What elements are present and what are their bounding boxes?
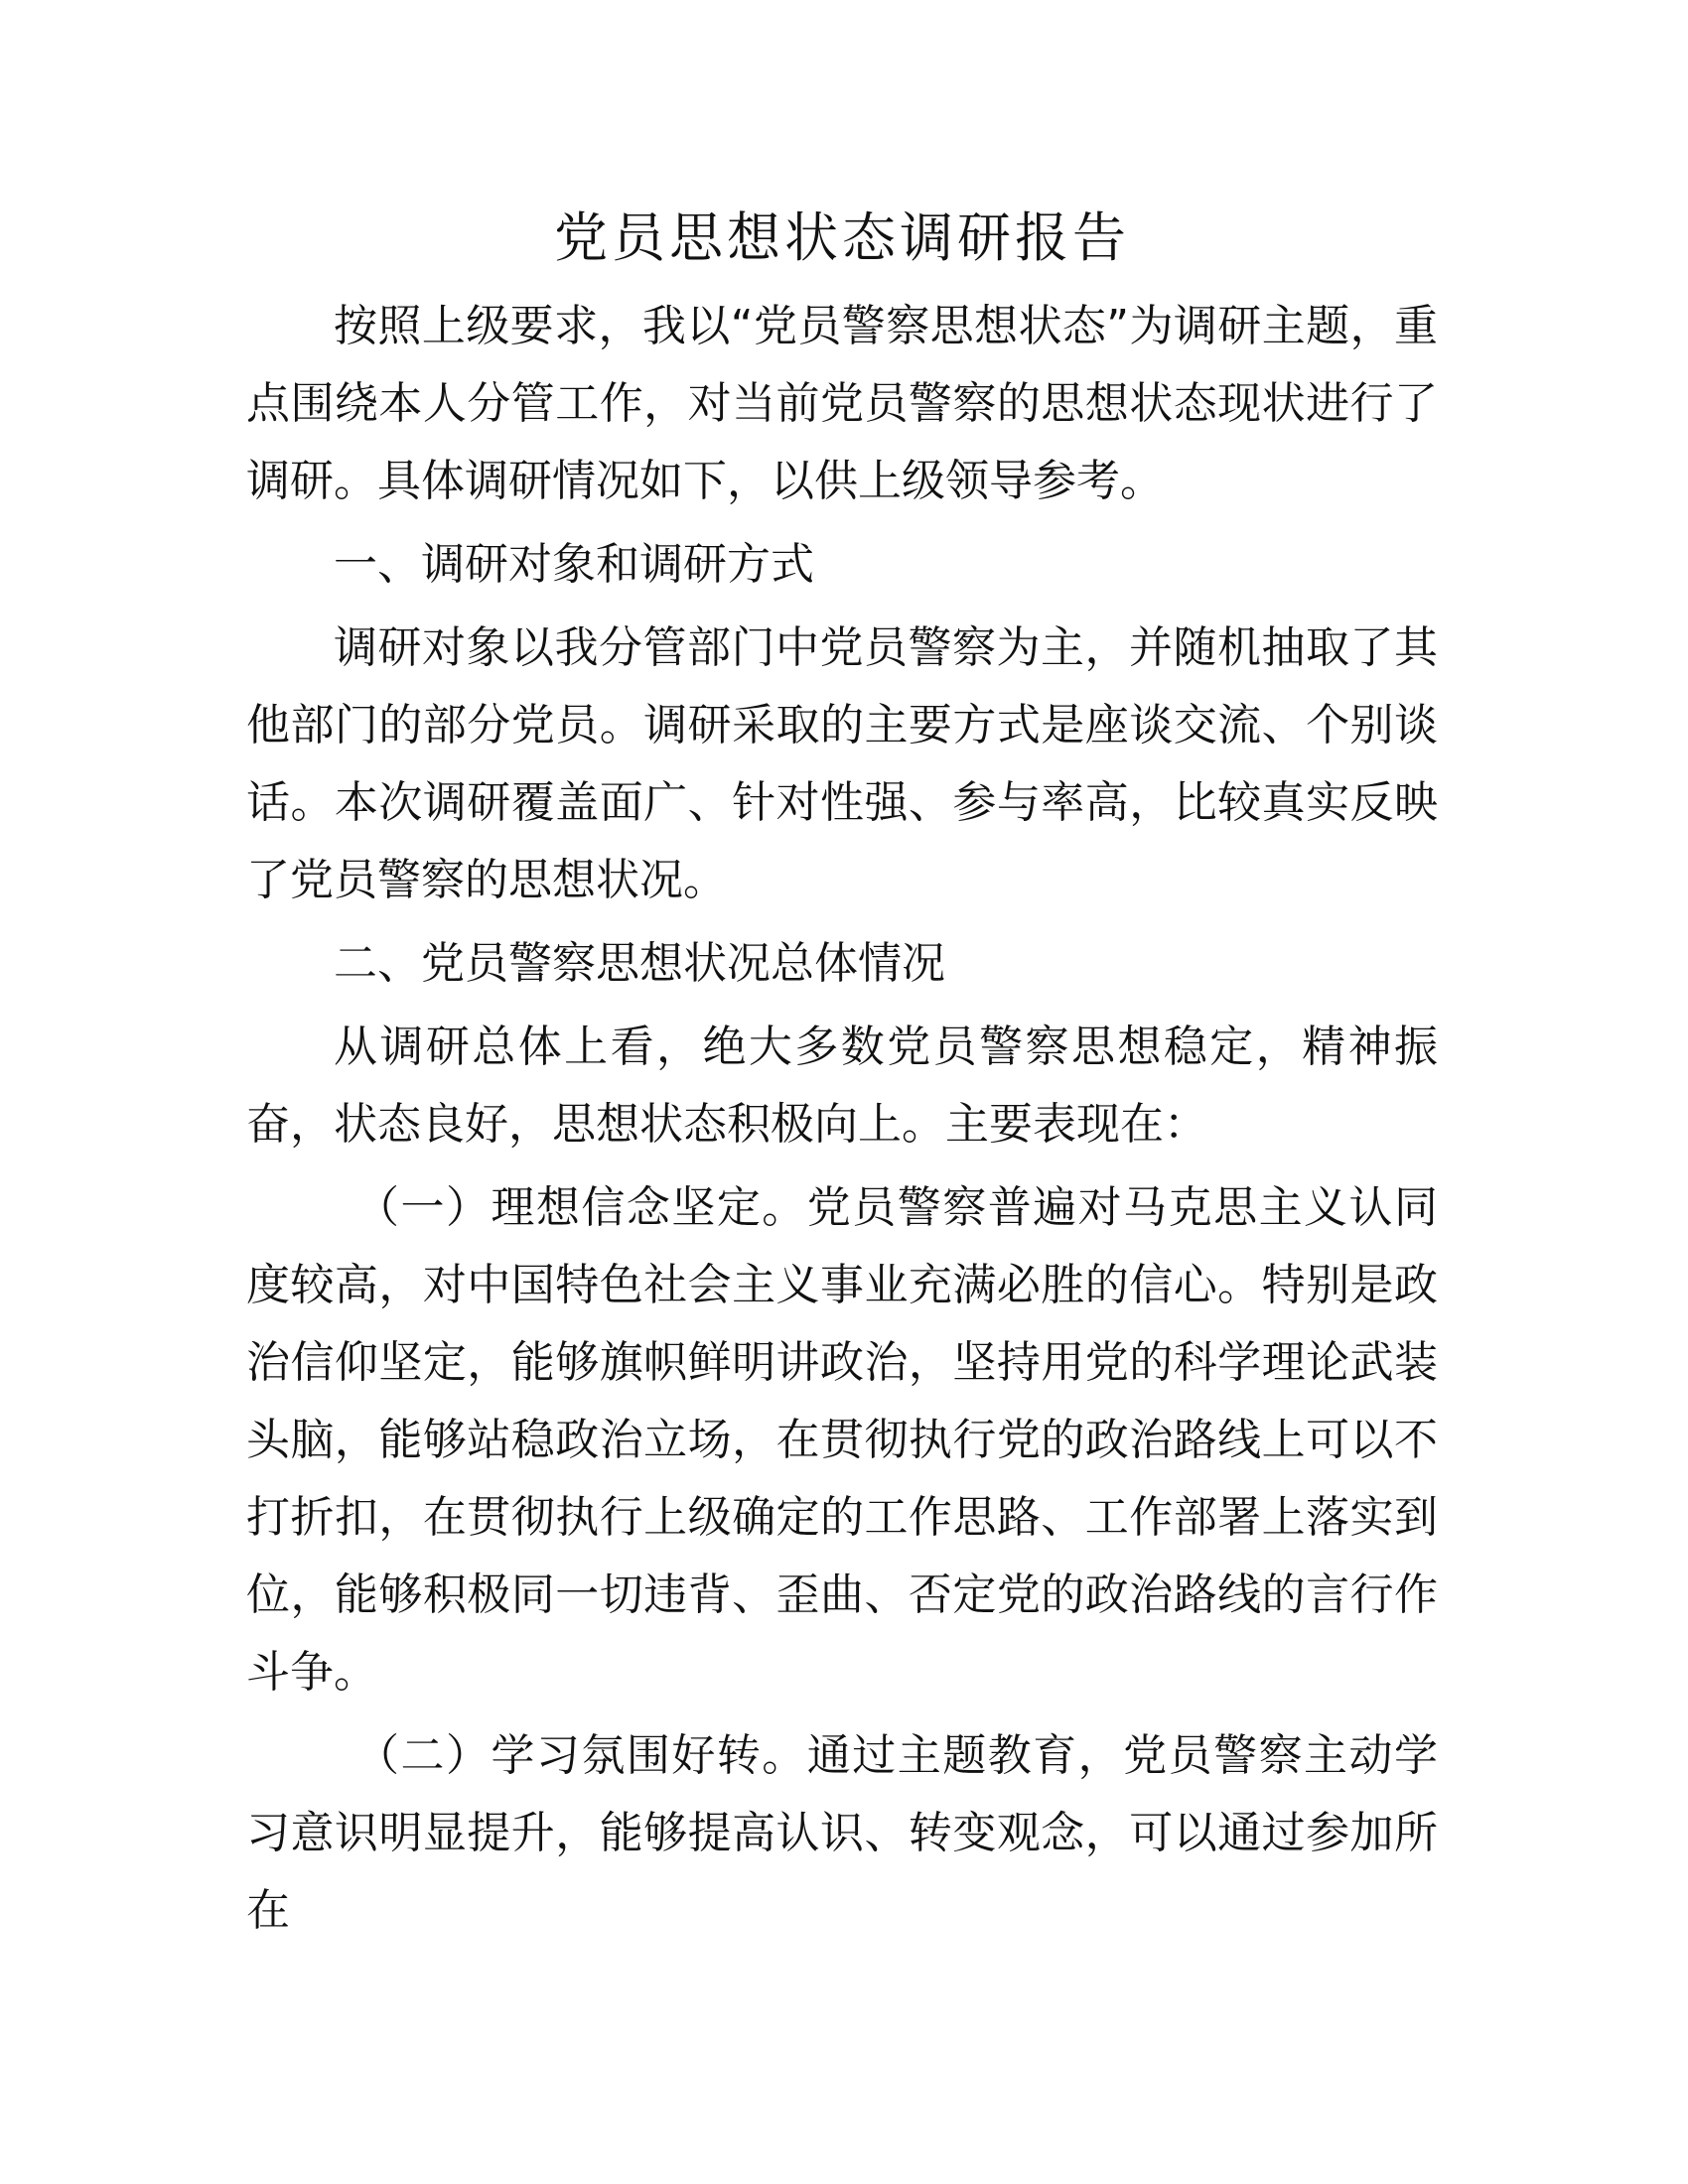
section-2-paragraph: 从调研总体上看，绝大多数党员警察思想稳定，精神振奋，状态良好，思想状态积极向上。主要表现在： [246, 1022, 1438, 1150]
section-1-paragraph: 调研对象以我分管部门中党员警察为主，并随机抽取了其他部门的部分党员。调研采取的主要方式是座谈交流、个别谈话。本次调研覆盖面广、针对性强、参与率高，比较真实反映了党员警察的思想状况。 [246, 622, 1438, 905]
section-2-item-2: （二）学习氛围好转。通过主题教育，党员警察主动学习意识明显提升，能够提高认识、转变观念，可以通过参加所在 [246, 1730, 1438, 1936]
section-2-item-1: （一）理想信念坚定。党员警察普遍对马克思主义认同度较高，对中国特色社会主义事业充满必胜的信心。特别是政治信仰坚定，能够旗帜鲜明讲政治，坚持用党的科学理论武装头脑，能够站稳政治立场，在贯彻执行党的政治路线上可以不打折扣，在贯彻执行上级确定的工作思路、工作部署上落实到位，能够积极同一切违背、歪曲、否定党的政治路线的言行作斗争。 [246, 1182, 1438, 1698]
document-body [246, 199, 1438, 1950]
section-1-heading: 一、调研对象和调研方式 [334, 539, 814, 590]
section-2-heading: 二、党员警察思想状况总体情况 [334, 938, 945, 989]
document-title: 党员思想状态调研报告 [554, 206, 1130, 269]
intro-paragraph: 按照上级要求，我以“党员警察思想状态”为调研主题，重点围绕本人分管工作，对当前党员警察的思想状态现状进行了调研。具体调研情况如下，以供上级领导参考。 [246, 301, 1438, 506]
